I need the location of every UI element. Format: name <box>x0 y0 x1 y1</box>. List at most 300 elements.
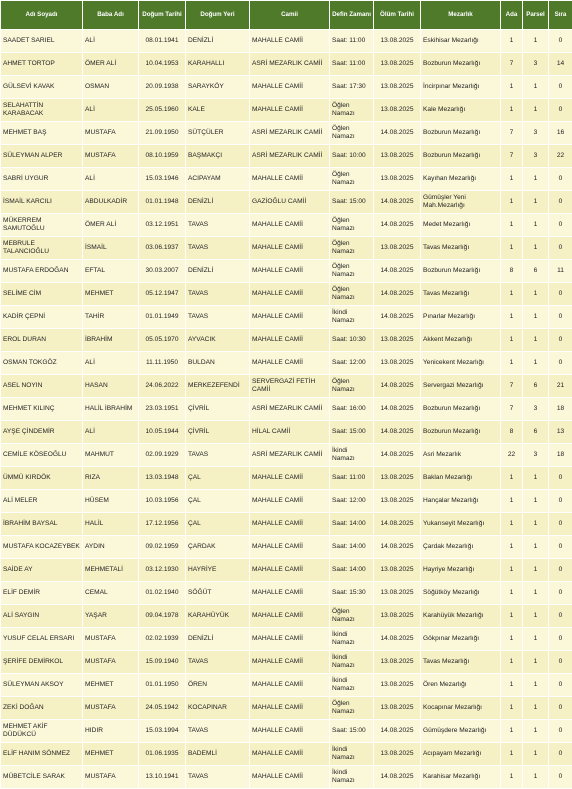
cell-row-number: 0 <box>549 605 572 628</box>
cell-father-name: ÖMER ALİ <box>83 53 139 76</box>
cell-birth-place: DENİZLİ <box>186 191 250 214</box>
cell-birth-place: KOCAPINAR <box>186 697 250 720</box>
cell-cemetery: Medet Mezarlığı <box>421 214 501 237</box>
column-header-birth-date: Doğum Tarihi <box>139 1 186 30</box>
table-row <box>1 651 572 674</box>
cell-birth-date: 25.05.1960 <box>139 99 186 122</box>
cell-name: SELAHATTİN KARABACAK <box>1 99 83 122</box>
cell-name: ASEL NOYIN <box>1 375 83 398</box>
cell-cemetery: Gümüşler Yeni Mah.Mezarlığı <box>421 191 501 214</box>
table-row <box>1 122 572 145</box>
cell-burial-time: İkindi Namazı <box>330 743 374 766</box>
cell-birth-place: TAVAS <box>186 237 250 260</box>
cell-burial-time: Öğlen Namazı <box>330 237 374 260</box>
cell-birth-place: ÇAL <box>186 513 250 536</box>
cell-plot: 1 <box>523 76 549 99</box>
cell-father-name: EFTAL <box>83 260 139 283</box>
cell-block: 1 <box>501 283 523 306</box>
cell-death-date: 13.08.2025 <box>374 329 421 352</box>
cell-mosque: MAHALLE CAMİİ <box>250 490 330 513</box>
cell-row-number: 14 <box>549 53 572 76</box>
cell-burial-time: Saat: 17:30 <box>330 76 374 99</box>
cell-row-number: 0 <box>549 743 572 766</box>
cell-father-name: HALİL <box>83 513 139 536</box>
cell-cemetery: Bozburun Mezarlığı <box>421 122 501 145</box>
cell-father-name: HALİL İBRAHİM <box>83 398 139 421</box>
cell-row-number: 0 <box>549 237 572 260</box>
cell-name: MEHMET BAŞ <box>1 122 83 145</box>
cell-plot: 1 <box>523 306 549 329</box>
table-row <box>1 168 572 191</box>
cell-row-number: 16 <box>549 122 572 145</box>
cell-plot: 1 <box>523 214 549 237</box>
cell-plot: 1 <box>523 605 549 628</box>
cell-row-number: 0 <box>549 283 572 306</box>
cell-father-name: ALİ <box>83 99 139 122</box>
cell-name: YUSUF CELAL ERSARI <box>1 628 83 651</box>
cell-row-number: 0 <box>549 697 572 720</box>
cell-birth-date: 05.12.1947 <box>139 283 186 306</box>
cell-cemetery: Tavas Mezarlığı <box>421 651 501 674</box>
cell-birth-date: 10.05.1944 <box>139 421 186 444</box>
cell-father-name: ABDULKADİR <box>83 191 139 214</box>
cell-death-date: 13.08.2025 <box>374 743 421 766</box>
cell-block: 8 <box>501 421 523 444</box>
cell-father-name: MEHMETALİ <box>83 559 139 582</box>
cell-birth-date: 01.01.1948 <box>139 191 186 214</box>
cell-cemetery: Kayıhan Mezarlığı <box>421 168 501 191</box>
cell-burial-time: Öğlen Namazı <box>330 214 374 237</box>
cell-plot: 3 <box>523 145 549 168</box>
cell-block: 7 <box>501 145 523 168</box>
cell-death-date: 14.08.2025 <box>374 214 421 237</box>
table-row <box>1 375 572 398</box>
cell-burial-time: İkindi Namazı <box>330 444 374 467</box>
cell-cemetery: Bozburun Mezarlığı <box>421 421 501 444</box>
cell-block: 1 <box>501 674 523 697</box>
cell-name: SÜLEYMAN AKSOY <box>1 674 83 697</box>
cell-birth-date: 30.03.2007 <box>139 260 186 283</box>
cell-name: ELİF DEMİR <box>1 582 83 605</box>
cell-birth-date: 09.02.1959 <box>139 536 186 559</box>
cell-birth-place: KARAHÜYÜK <box>186 605 250 628</box>
column-header-father-name: Baba Adı <box>83 1 139 30</box>
table-row <box>1 467 572 490</box>
cell-mosque: MAHALLE CAMİİ <box>250 766 330 789</box>
cell-plot: 1 <box>523 651 549 674</box>
cell-birth-date: 02.02.1939 <box>139 628 186 651</box>
cell-name: ZEKİ DOĞAN <box>1 697 83 720</box>
cell-name: OSMAN TOKGÖZ <box>1 352 83 375</box>
cell-plot: 1 <box>523 30 549 53</box>
table-body <box>1 30 572 789</box>
cell-birth-date: 20.09.1938 <box>139 76 186 99</box>
cell-father-name: MUSTAFA <box>83 697 139 720</box>
cell-birth-date: 23.03.1951 <box>139 398 186 421</box>
cell-birth-place: TAVAS <box>186 766 250 789</box>
cell-burial-time: İkindi Namazı <box>330 766 374 789</box>
cell-name: EROL DURAN <box>1 329 83 352</box>
cell-cemetery: Gümüşdere Mezarlığı <box>421 720 501 743</box>
cell-birth-place: TAVAS <box>186 214 250 237</box>
cell-mosque: MAHALLE CAMİİ <box>250 513 330 536</box>
column-header-burial-time: Defin Zamanı <box>330 1 374 30</box>
cell-birth-date: 01.01.1950 <box>139 674 186 697</box>
cell-row-number: 21 <box>549 375 572 398</box>
cell-burial-time: Saat: 10:00 <box>330 145 374 168</box>
cell-block: 1 <box>501 513 523 536</box>
cell-birth-place: HAYRİYE <box>186 559 250 582</box>
table-row <box>1 421 572 444</box>
cell-burial-time: Öğlen Namazı <box>330 605 374 628</box>
cell-cemetery: Akkent Mezarlığı <box>421 329 501 352</box>
cell-mosque: MAHALLE CAMİİ <box>250 352 330 375</box>
cell-father-name: İSMAİL <box>83 237 139 260</box>
cell-death-date: 14.08.2025 <box>374 283 421 306</box>
cell-father-name: CEMAL <box>83 582 139 605</box>
table-row <box>1 214 572 237</box>
table-row <box>1 697 572 720</box>
table-row <box>1 99 572 122</box>
cell-cemetery: Kale Mezarlığı <box>421 99 501 122</box>
cell-cemetery: Hançalar Mezarlığı <box>421 490 501 513</box>
column-header-name: Adı Soyadı <box>1 1 83 30</box>
cell-block: 7 <box>501 122 523 145</box>
cell-block: 1 <box>501 214 523 237</box>
cell-row-number: 0 <box>549 582 572 605</box>
cell-father-name: ALİ <box>83 352 139 375</box>
cell-name: İSMAİL KARCILI <box>1 191 83 214</box>
cell-burial-time: Saat: 15:30 <box>330 582 374 605</box>
cell-birth-place: TAVAS <box>186 720 250 743</box>
column-header-birth-place: Doğum Yeri <box>186 1 250 30</box>
cell-death-date: 13.08.2025 <box>374 53 421 76</box>
cell-row-number: 22 <box>549 145 572 168</box>
cell-birth-date: 08.10.1959 <box>139 145 186 168</box>
cell-block: 8 <box>501 260 523 283</box>
cell-plot: 1 <box>523 191 549 214</box>
cell-burial-time: Saat: 14:00 <box>330 536 374 559</box>
cell-mosque: MAHALLE CAMİİ <box>250 76 330 99</box>
cell-birth-place: TAVAS <box>186 651 250 674</box>
cell-birth-place: DENİZLİ <box>186 260 250 283</box>
cell-burial-time: Öğlen Namazı <box>330 375 374 398</box>
cell-plot: 1 <box>523 237 549 260</box>
cell-mosque: MAHALLE CAMİİ <box>250 628 330 651</box>
cell-death-date: 14.08.2025 <box>374 260 421 283</box>
cell-row-number: 0 <box>549 329 572 352</box>
cell-burial-time: Saat: 15:00 <box>330 421 374 444</box>
cell-burial-time: Saat: 16:00 <box>330 398 374 421</box>
cell-name: SAADET SARIEL <box>1 30 83 53</box>
cell-death-date: 14.08.2025 <box>374 306 421 329</box>
cell-father-name: HIDIR <box>83 720 139 743</box>
cell-birth-date: 15.03.1994 <box>139 720 186 743</box>
cell-mosque: MAHALLE CAMİİ <box>250 559 330 582</box>
cell-birth-date: 03.12.1951 <box>139 214 186 237</box>
cell-block: 7 <box>501 398 523 421</box>
cell-plot: 3 <box>523 53 549 76</box>
cell-plot: 1 <box>523 283 549 306</box>
cell-plot: 1 <box>523 490 549 513</box>
cell-name: MEHMET KILINÇ <box>1 398 83 421</box>
cell-death-date: 13.08.2025 <box>374 651 421 674</box>
cell-mosque: MAHALLE CAMİİ <box>250 720 330 743</box>
cell-mosque: SERVERGAZİ FETİH CAMİİ <box>250 375 330 398</box>
cell-block: 1 <box>501 536 523 559</box>
cell-cemetery: Servergazi Mezarlığı <box>421 375 501 398</box>
cell-father-name: MUSTAFA <box>83 628 139 651</box>
cell-row-number: 0 <box>549 306 572 329</box>
cell-death-date: 13.08.2025 <box>374 145 421 168</box>
cell-row-number: 0 <box>549 467 572 490</box>
cell-mosque: MAHALLE CAMİİ <box>250 467 330 490</box>
cell-birth-date: 08.01.1941 <box>139 30 186 53</box>
table-row <box>1 582 572 605</box>
cell-mosque: MAHALLE CAMİİ <box>250 168 330 191</box>
cell-block: 22 <box>501 444 523 467</box>
cell-block: 1 <box>501 30 523 53</box>
cell-mosque: MAHALLE CAMİİ <box>250 329 330 352</box>
cell-birth-date: 01.06.1935 <box>139 743 186 766</box>
cell-row-number: 18 <box>549 398 572 421</box>
cell-row-number: 0 <box>549 191 572 214</box>
cell-father-name: MEHMET <box>83 283 139 306</box>
cell-name: GÜLSEVİ KAVAK <box>1 76 83 99</box>
cell-death-date: 13.08.2025 <box>374 490 421 513</box>
cell-burial-time: Öğlen Namazı <box>330 122 374 145</box>
cell-birth-date: 13.10.1941 <box>139 766 186 789</box>
cell-name: İBRAHİM BAYSAL <box>1 513 83 536</box>
cell-birth-date: 13.03.1948 <box>139 467 186 490</box>
cell-block: 1 <box>501 467 523 490</box>
cell-plot: 1 <box>523 99 549 122</box>
cell-row-number: 0 <box>549 720 572 743</box>
cell-plot: 1 <box>523 513 549 536</box>
cell-father-name: MUSTAFA <box>83 766 139 789</box>
cell-name: SAİDE AY <box>1 559 83 582</box>
cell-birth-place: KARAHALLI <box>186 53 250 76</box>
cell-mosque: MAHALLE CAMİİ <box>250 697 330 720</box>
cell-cemetery: Bozburun Mezarlığı <box>421 53 501 76</box>
cell-block: 1 <box>501 559 523 582</box>
cell-death-date: 14.08.2025 <box>374 375 421 398</box>
cell-block: 1 <box>501 352 523 375</box>
table-row <box>1 628 572 651</box>
cell-death-date: 14.08.2025 <box>374 766 421 789</box>
cell-cemetery: Karahüyük Mezarlığı <box>421 605 501 628</box>
table-row <box>1 283 572 306</box>
cell-death-date: 14.08.2025 <box>374 421 421 444</box>
cell-father-name: ALİ <box>83 421 139 444</box>
cell-father-name: ÖMER ALİ <box>83 214 139 237</box>
cell-plot: 1 <box>523 352 549 375</box>
cell-death-date: 14.08.2025 <box>374 628 421 651</box>
cell-cemetery: Asri Mezarlık <box>421 444 501 467</box>
cell-name: ALİ MELER <box>1 490 83 513</box>
cell-burial-time: Saat: 15:00 <box>330 720 374 743</box>
cell-name: ŞERİFE DEMİRKOL <box>1 651 83 674</box>
cell-name: MUSTAFA ERDOĞAN <box>1 260 83 283</box>
cell-plot: 1 <box>523 628 549 651</box>
cell-birth-place: ÇİVRİL <box>186 398 250 421</box>
table-row <box>1 605 572 628</box>
cell-death-date: 14.08.2025 <box>374 122 421 145</box>
cell-mosque: ASRİ MEZARLIK CAMİİ <box>250 53 330 76</box>
cell-block: 7 <box>501 375 523 398</box>
cell-cemetery: Yenicekent Mezarlığı <box>421 352 501 375</box>
cell-row-number: 0 <box>549 628 572 651</box>
cell-cemetery: Söğütköy Mezarlığı <box>421 582 501 605</box>
cell-father-name: MUSTAFA <box>83 122 139 145</box>
cell-plot: 1 <box>523 329 549 352</box>
cell-birth-place: MERKEZEFENDİ <box>186 375 250 398</box>
cell-plot: 1 <box>523 168 549 191</box>
cell-cemetery: Gökpınar Mezarlığı <box>421 628 501 651</box>
cell-block: 1 <box>501 651 523 674</box>
cell-father-name: RIZA <box>83 467 139 490</box>
cell-row-number: 0 <box>549 99 572 122</box>
cell-row-number: 0 <box>549 490 572 513</box>
cell-plot: 6 <box>523 260 549 283</box>
cell-plot: 1 <box>523 743 549 766</box>
cell-father-name: OSMAN <box>83 76 139 99</box>
table-row <box>1 352 572 375</box>
cell-burial-time: Saat: 12:00 <box>330 352 374 375</box>
cell-death-date: 13.08.2025 <box>374 237 421 260</box>
cell-death-date: 14.08.2025 <box>374 720 421 743</box>
cell-plot: 3 <box>523 444 549 467</box>
cell-burial-time: Saat: 10:30 <box>330 329 374 352</box>
table-row <box>1 76 572 99</box>
cell-block: 1 <box>501 582 523 605</box>
cell-row-number: 0 <box>549 513 572 536</box>
cell-row-number: 0 <box>549 536 572 559</box>
cell-plot: 1 <box>523 720 549 743</box>
cell-block: 1 <box>501 168 523 191</box>
cell-name: MÜBETCİLE SARAK <box>1 766 83 789</box>
cell-mosque: ASRİ MEZARLIK CAMİİ <box>250 122 330 145</box>
cell-birth-date: 24.05.1942 <box>139 697 186 720</box>
cell-mosque: MAHALLE CAMİİ <box>250 605 330 628</box>
cell-name: ELİF HANIM SÖNMEZ <box>1 743 83 766</box>
cell-burial-time: Saat: 14:00 <box>330 513 374 536</box>
cell-cemetery: Pınarlar Mezarlığı <box>421 306 501 329</box>
cell-mosque: MAHALLE CAMİİ <box>250 651 330 674</box>
cell-name: AHMET TORTOP <box>1 53 83 76</box>
cell-burial-time: Saat: 14:00 <box>330 559 374 582</box>
cell-cemetery: Tavas Mezarlığı <box>421 237 501 260</box>
cell-birth-date: 01.02.1940 <box>139 582 186 605</box>
cell-block: 1 <box>501 191 523 214</box>
table-row <box>1 490 572 513</box>
cell-cemetery: Yukarıseyit Mezarlığı <box>421 513 501 536</box>
cell-plot: 3 <box>523 122 549 145</box>
cell-burial-time: Saat: 11:00 <box>330 467 374 490</box>
cell-death-date: 14.08.2025 <box>374 398 421 421</box>
cell-birth-date: 17.12.1956 <box>139 513 186 536</box>
cell-birth-date: 02.09.1929 <box>139 444 186 467</box>
cell-cemetery: İncirpınar Mezarlığı <box>421 76 501 99</box>
cell-plot: 1 <box>523 536 549 559</box>
cell-father-name: MEHMET <box>83 674 139 697</box>
cell-birth-place: SÖĞÜT <box>186 582 250 605</box>
table-row <box>1 329 572 352</box>
cell-cemetery: Bozburun Mezarlığı <box>421 398 501 421</box>
table-row <box>1 513 572 536</box>
cell-death-date: 13.08.2025 <box>374 467 421 490</box>
cell-row-number: 13 <box>549 421 572 444</box>
cell-birth-place: ÖREN <box>186 674 250 697</box>
cell-mosque: MAHALLE CAMİİ <box>250 582 330 605</box>
cell-cemetery: Hayriye Mezarlığı <box>421 559 501 582</box>
cell-block: 1 <box>501 720 523 743</box>
cell-mosque: MAHALLE CAMİİ <box>250 536 330 559</box>
cell-row-number: 0 <box>549 766 572 789</box>
cell-plot: 6 <box>523 421 549 444</box>
cell-death-date: 14.08.2025 <box>374 444 421 467</box>
table-row <box>1 191 572 214</box>
cell-block: 1 <box>501 329 523 352</box>
column-header-row-number: Sıra <box>549 1 572 30</box>
table-row <box>1 720 572 743</box>
column-header-cemetery: Mezarlık <box>421 1 501 30</box>
cell-father-name: YAŞAR <box>83 605 139 628</box>
cell-block: 7 <box>501 53 523 76</box>
cell-burial-time: Öğlen Namazı <box>330 99 374 122</box>
cell-birth-date: 09.04.1978 <box>139 605 186 628</box>
cell-death-date: 13.08.2025 <box>374 582 421 605</box>
cell-burial-time: Öğlen Namazı <box>330 697 374 720</box>
cell-death-date: 14.08.2025 <box>374 536 421 559</box>
table-row <box>1 306 572 329</box>
cell-burial-time: Öğlen Namazı <box>330 168 374 191</box>
cell-mosque: ASRİ MEZARLIK CAMİİ <box>250 145 330 168</box>
cell-father-name: HÜSEM <box>83 490 139 513</box>
cell-mosque: MAHALLE CAMİİ <box>250 283 330 306</box>
table-row <box>1 398 572 421</box>
table-row <box>1 145 572 168</box>
cell-death-date: 14.08.2025 <box>374 513 421 536</box>
cell-name: SÜLEYMAN ALPER <box>1 145 83 168</box>
cell-mosque: MAHALLE CAMİİ <box>250 260 330 283</box>
cell-block: 1 <box>501 99 523 122</box>
cell-name: AYŞE ÇİNDEMİR <box>1 421 83 444</box>
cell-birth-date: 10.04.1953 <box>139 53 186 76</box>
cell-birth-place: KALE <box>186 99 250 122</box>
cell-death-date: 13.08.2025 <box>374 674 421 697</box>
cell-row-number: 0 <box>549 76 572 99</box>
cell-mosque: MAHALLE CAMİİ <box>250 214 330 237</box>
cell-plot: 1 <box>523 559 549 582</box>
cell-mosque: ASRİ MEZARLIK CAMİİ <box>250 444 330 467</box>
cell-mosque: MAHALLE CAMİİ <box>250 237 330 260</box>
cell-birth-place: TAVAS <box>186 283 250 306</box>
cell-father-name: MUSTAFA <box>83 145 139 168</box>
cell-cemetery: Karahisar Mezarlığı <box>421 766 501 789</box>
cell-father-name: MUSTAFA <box>83 651 139 674</box>
cell-father-name: ALİ <box>83 30 139 53</box>
cell-row-number: 0 <box>549 674 572 697</box>
cell-mosque: MAHALLE CAMİİ <box>250 674 330 697</box>
cell-birth-place: AYVACIK <box>186 329 250 352</box>
cell-burial-time: İkindi Namazı <box>330 628 374 651</box>
cell-father-name: AYDIN <box>83 536 139 559</box>
cell-block: 1 <box>501 490 523 513</box>
cell-row-number: 0 <box>549 651 572 674</box>
table-row <box>1 237 572 260</box>
cell-birth-place: DENİZLİ <box>186 30 250 53</box>
